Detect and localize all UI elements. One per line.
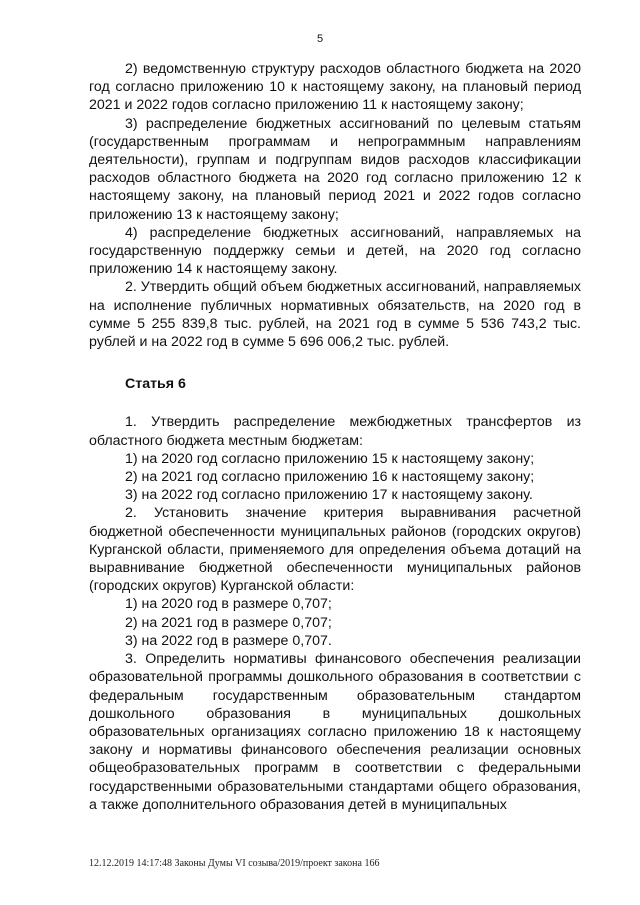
list-item: 1) на 2020 год согласно приложению 15 к настоящему закону;	[125, 450, 535, 467]
document-body	[89, 60, 581, 814]
paragraph: 2. Установить значение критерия выравнивания расчетной бюджетной обеспеченности муниципальных районов (городских округов) Курганской области, применяемого для определения объема дотаций на выравнивание бюджетной обеспеченности муниципальных районов (городских округов) Курганской области:	[89, 505, 581, 595]
footer-stamp: 12.12.2019 14:17:48 Законы Думы VI созыва/2019/проект закона 166	[89, 858, 380, 869]
paragraph: 2) ведомственную структуру расходов областного бюджета на 2020 год согласно приложению 10 к настоящему закону, на плановый период 2021 и 2022 годов согласно приложению 11 к настоящему закону;	[89, 61, 581, 114]
paragraph: 2. Утвердить общий объем бюджетных ассигнований, направляемых на исполнение публичных нормативных обязательств, на 2020 год в сумме 5 255 839,8 тыс. рублей, на 2021 год в сумме 5 536 743,2 тыс. рублей и на 2022 год в сумме 5 696 006,2 тыс. рублей.	[89, 279, 581, 351]
paragraph: 4) распределение бюджетных ассигнований, направляемых на государственную поддержку семьи и детей, на 2020 год согласно приложению 14 к настоящему закону.	[89, 224, 581, 278]
list-item: 3) на 2022 год в размере 0,707.	[125, 632, 332, 649]
paragraph: 3. Определить нормативы финансового обеспечения реализации образовательной программы дошкольного образования в соответствии с федеральным государственным образовательным стандартом дошкольного образования в муниципальных дошкольных образовательных организациях согласно приложению 18 к настоящему закону и нормативы финансового обеспечения реализации основных общеобразовательных программ в соответствии с федеральными государственными образовательными стандартами общего образования, а также дополнительного образования детей в муниципальных	[89, 651, 581, 813]
page-number: 5	[316, 33, 324, 45]
list-item: 2) на 2021 год в размере 0,707;	[125, 614, 332, 631]
list-item: 2) на 2021 год согласно приложению 16 к настоящему закону;	[125, 469, 535, 486]
article-heading: Статья 6	[125, 376, 186, 393]
list-item: 3) на 2022 год согласно приложению 17 к настоящему закону.	[125, 487, 533, 504]
list-item: 1) на 2020 год в размере 0,707;	[125, 596, 332, 613]
paragraph: 1. Утвердить распределение межбюджетных трансфертов из областного бюджета местным бюджетам:	[89, 414, 581, 449]
paragraph: 3) распределение бюджетных ассигнований по целевым статьям (государственным программам и непрограммным направлениям деятельности), группам и подгруппам видов расходов классификации расходов областного бюджета на 2020 год согласно приложению 12 к настоящему закону, на плановый период 2021 и 2022 годов согласно приложению 13 к настоящему закону;	[89, 115, 581, 223]
